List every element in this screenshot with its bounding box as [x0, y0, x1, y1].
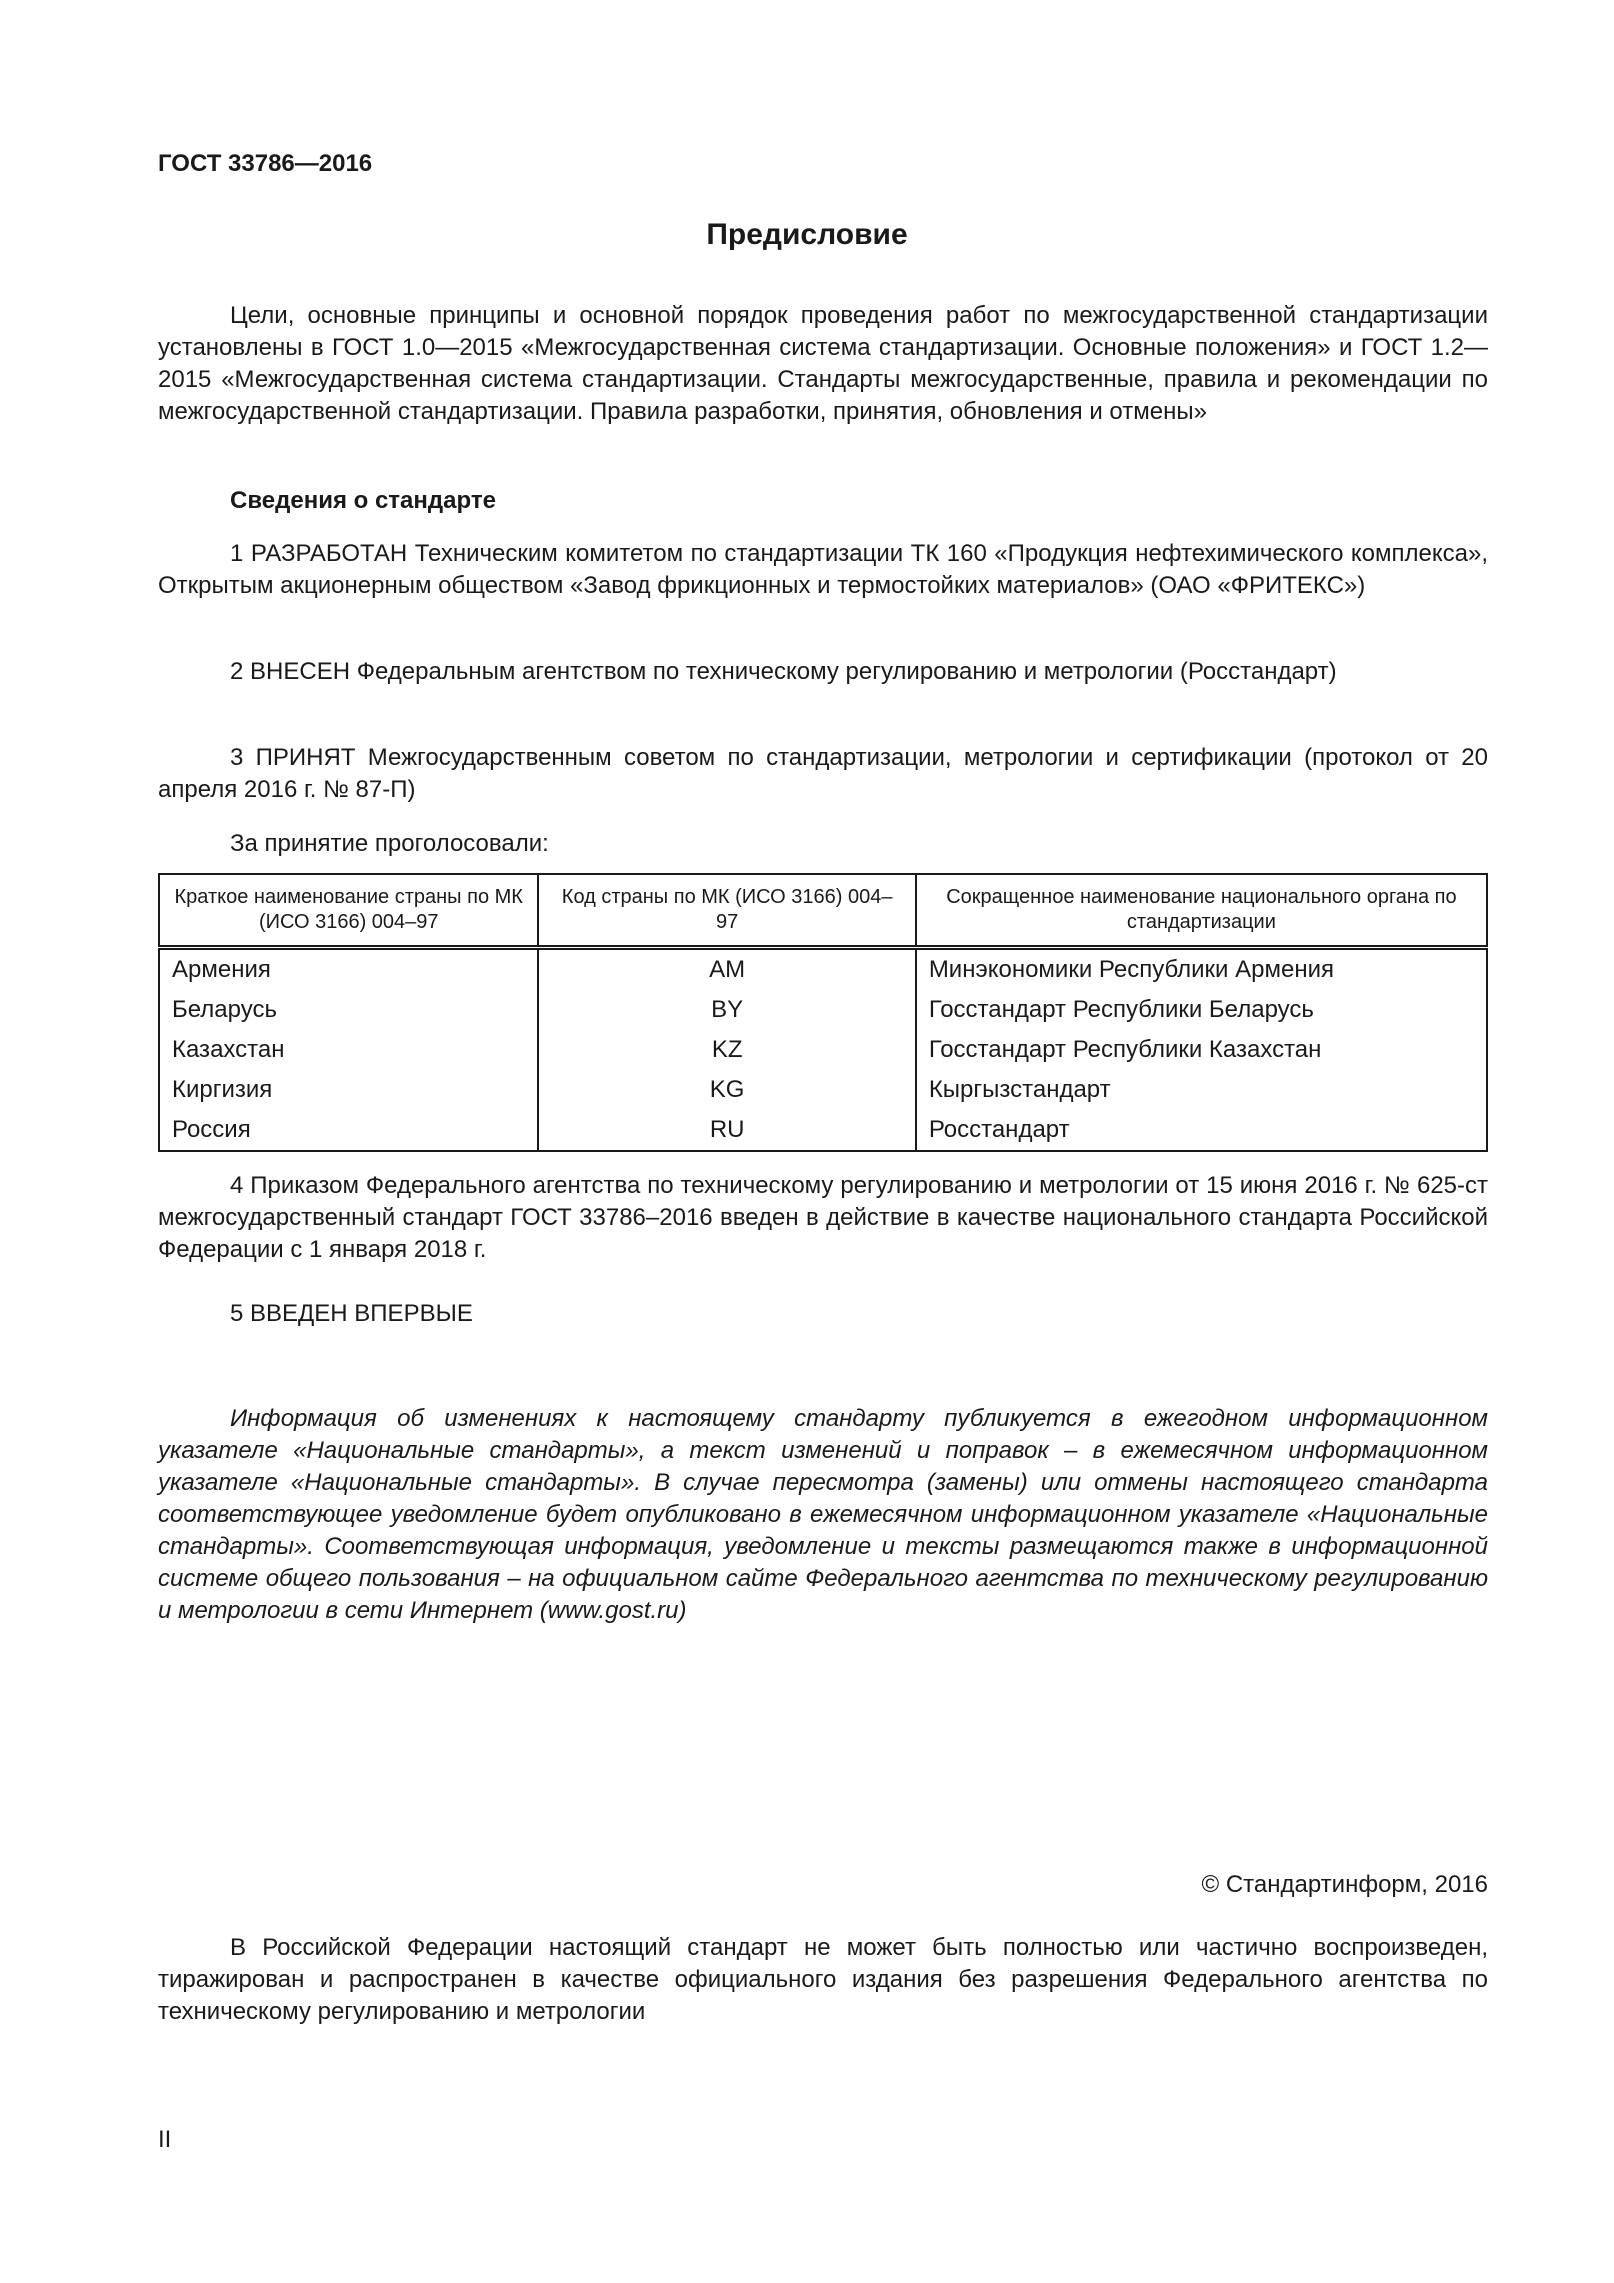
table-row: [159, 1070, 1487, 1110]
table-cell-country: Казахстан: [159, 1030, 538, 1070]
info-paragraph: Информация об изменениях к настоящему стандарту публикуется в ежегодном информационном указателе «Национальные стандарты», а текст изменений и поправок – в ежемесячном информационном указателе «Национальные стандарты». В случае пересмотра (замены) или отмены настоящего стандарта соответствующее уведомление будет опубликовано в ежемесячном информационном указателе «Национальные стандарты». Соответствующая информация, уведомление и тексты размещаются также в информационной системе общего пользования – на официальном сайте Федерального агентства по техническому регулированию и метрологии в сети Интернет (www.gost.ru): [158, 1405, 1488, 1624]
table-cell-authority: Госстандарт Республики Казахстан: [916, 1030, 1487, 1070]
standard-code: ГОСТ 33786—2016: [158, 150, 373, 177]
table-header-row: [159, 874, 1487, 948]
table-cell-code: RU: [538, 1110, 915, 1151]
table-row: [159, 990, 1487, 1030]
vote-label: За принятие проголосовали:: [230, 830, 549, 857]
table-cell-code: AM: [538, 948, 915, 991]
item-5-text: 5 ВВЕДЕН ВПЕРВЫЕ: [230, 1300, 473, 1327]
table-cell-authority: Минэкономики Республики Армения: [916, 948, 1487, 991]
page-number: II: [158, 2126, 172, 2153]
rights-paragraph: В Российской Федерации настоящий стандарт не может быть полностью или частично воспроизведен, тиражирован и распространен в качестве официального издания без разрешения Федерального агентства по техническому регулированию и метрологии: [158, 1934, 1488, 2025]
item-2-paragraph: 2 ВНЕСЕН Федеральным агентством по техническому регулированию и метрологии (Росстандарт): [230, 658, 1337, 685]
section-heading: Сведения о стандарте: [230, 487, 496, 514]
table-row: [159, 948, 1487, 991]
member-states-table: [158, 873, 1488, 1152]
table-cell-authority: Росстандарт: [916, 1110, 1487, 1151]
table-header-country: Краткое наименование страны по МК (ИСО 3166) 004–97: [159, 874, 538, 948]
table-header-code: Код страны по МК (ИСО 3166) 004–97: [538, 874, 915, 948]
table-cell-country: Беларусь: [159, 990, 538, 1030]
table-cell-country: Киргизия: [159, 1070, 538, 1110]
table-header-authority: Сокращенное наименование национального органа по стандартизации: [916, 874, 1487, 948]
table-row: [159, 1030, 1487, 1070]
table-cell-authority: Госстандарт Республики Беларусь: [916, 990, 1487, 1030]
item-1-paragraph: 1 РАЗРАБОТАН Техническим комитетом по стандартизации ТК 160 «Продукция нефтехимического комплекса», Открытым акционерным обществом «Завод фрикционных и термостойких материалов» (ОАО «ФРИТЕКС»): [158, 540, 1488, 599]
item-4-paragraph: 4 Приказом Федерального агентства по техническому регулированию и метрологии от 15 июня 2016 г. № 625-ст межгосударственный стандарт ГОСТ 33786–2016 введен в действие в качестве национального стандарта Российской Федерации с 1 января 2018 г.: [158, 1172, 1488, 1263]
page-title: Предисловие: [706, 218, 908, 251]
table-cell-country: Россия: [159, 1110, 538, 1151]
copyright-notice: © Стандартинформ, 2016: [1201, 1871, 1488, 1898]
item-3-paragraph: 3 ПРИНЯТ Межгосударственным советом по стандартизации, метрологии и сертификации (протокол от 20 апреля 2016 г. № 87-П): [158, 744, 1488, 803]
table-cell-code: KZ: [538, 1030, 915, 1070]
table-cell-authority: Кыргызстандарт: [916, 1070, 1487, 1110]
table-row: [159, 1110, 1487, 1151]
table-cell-code: KG: [538, 1070, 915, 1110]
table-cell-country: Армения: [159, 948, 538, 991]
table-cell-code: BY: [538, 990, 915, 1030]
intro-paragraph: Цели, основные принципы и основной порядок проведения работ по межгосударственной стандартизации установлены в ГОСТ 1.0—2015 «Межгосударственная система стандартизации. Основные положения» и ГОСТ 1.2—2015 «Межгосударственная система стандартизации. Стандарты межгосударственные, правила и рекомендации по межгосударственной стандартизации. Правила разработки, принятия, обновления и отмены»: [158, 302, 1488, 425]
